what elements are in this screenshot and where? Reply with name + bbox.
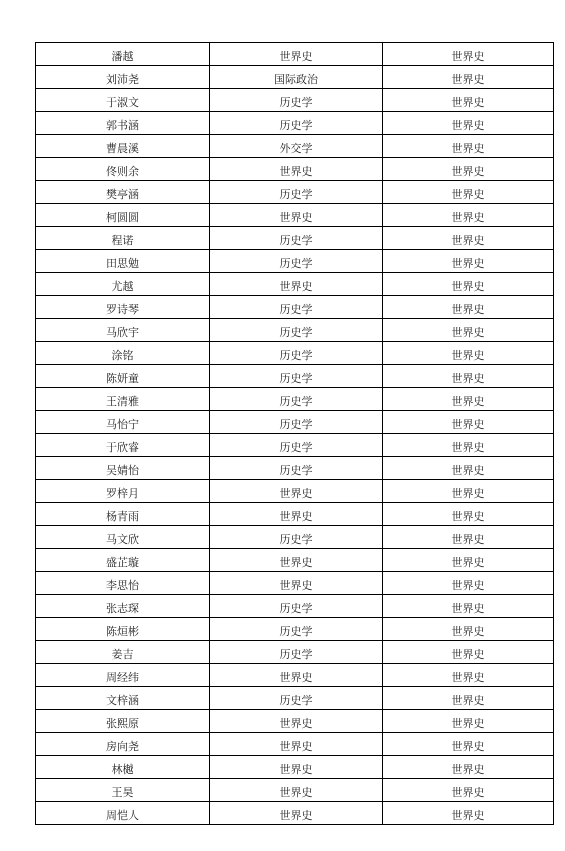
- cell-text: 世界史: [451, 464, 485, 477]
- cell-text: 世界史: [279, 740, 313, 753]
- student-name-cell: [36, 480, 210, 503]
- cell-text: 世界史: [279, 671, 313, 684]
- table-row: [36, 181, 554, 204]
- cell-text: 世界史: [451, 280, 485, 293]
- admitted-major-cell: [383, 595, 554, 618]
- table-row: [36, 158, 554, 181]
- undergraduate-major-cell: [210, 480, 383, 503]
- cell-text: 世界史: [451, 717, 485, 730]
- cell-text: 历史学: [279, 234, 313, 247]
- table-row: [36, 250, 554, 273]
- undergraduate-major-cell: [210, 181, 383, 204]
- cell-text: 程诺: [111, 234, 134, 247]
- table-row: [36, 273, 554, 296]
- cell-text: 马欣宇: [106, 326, 139, 339]
- undergraduate-major-cell: [210, 227, 383, 250]
- undergraduate-major-cell: [210, 733, 383, 756]
- cell-text: 世界史: [451, 349, 485, 362]
- cell-text: 历史学: [279, 648, 313, 661]
- cell-text: 世界史: [451, 303, 485, 316]
- admitted-major-cell: [383, 457, 554, 480]
- cell-text: 世界史: [451, 119, 485, 132]
- cell-text: 郭书涵: [106, 119, 139, 132]
- cell-text: 樊亭涵: [106, 188, 139, 201]
- table-row: [36, 710, 554, 733]
- cell-text: 国际政治: [274, 73, 318, 86]
- table-row: [36, 319, 554, 342]
- table-row: [36, 664, 554, 687]
- student-name-cell: [36, 273, 210, 296]
- undergraduate-major-cell: [210, 112, 383, 135]
- cell-text: 盛芷璇: [106, 556, 139, 569]
- table-row: [36, 89, 554, 112]
- cell-text: 罗诗琴: [106, 303, 139, 316]
- table-row: [36, 388, 554, 411]
- cell-text: 刘沛尧: [106, 73, 139, 86]
- cell-text: 世界史: [451, 188, 485, 201]
- table-row: [36, 296, 554, 319]
- table-row: [36, 503, 554, 526]
- cell-text: 杨青雨: [106, 510, 139, 523]
- student-name-cell: [36, 641, 210, 664]
- undergraduate-major-cell: [210, 296, 383, 319]
- cell-text: 姜吉: [111, 648, 134, 661]
- admitted-major-cell: [383, 434, 554, 457]
- cell-text: 世界史: [279, 717, 313, 730]
- cell-text: 世界史: [451, 142, 485, 155]
- undergraduate-major-cell: [210, 802, 383, 825]
- cell-text: 曹晨溪: [106, 142, 139, 155]
- cell-text: 林樾: [111, 763, 134, 776]
- undergraduate-major-cell: [210, 457, 383, 480]
- admitted-major-cell: [383, 204, 554, 227]
- admitted-major-cell: [383, 181, 554, 204]
- student-name-cell: [36, 296, 210, 319]
- undergraduate-major-cell: [210, 618, 383, 641]
- undergraduate-major-cell: [210, 549, 383, 572]
- cell-text: 历史学: [279, 326, 313, 339]
- cell-text: 世界史: [451, 602, 485, 615]
- student-name-cell: [36, 112, 210, 135]
- cell-text: 历史学: [279, 119, 313, 132]
- cell-text: 陈妍童: [106, 372, 139, 385]
- cell-text: 柯圆圆: [106, 211, 139, 224]
- cell-text: 田思勉: [106, 257, 139, 270]
- cell-text: 佟则余: [106, 165, 139, 178]
- table-row: [36, 227, 554, 250]
- admitted-major-cell: [383, 756, 554, 779]
- student-name-cell: [36, 135, 210, 158]
- admitted-major-cell: [383, 549, 554, 572]
- student-name-cell: [36, 158, 210, 181]
- cell-text: 世界史: [451, 556, 485, 569]
- student-name-cell: [36, 549, 210, 572]
- cell-text: 世界史: [451, 809, 485, 822]
- cell-text: 世界史: [279, 487, 313, 500]
- admitted-major-cell: [383, 135, 554, 158]
- student-name-cell: [36, 710, 210, 733]
- table-row: [36, 411, 554, 434]
- table-row: [36, 204, 554, 227]
- undergraduate-major-cell: [210, 687, 383, 710]
- cell-text: 王清雅: [106, 395, 139, 408]
- cell-text: 文梓涵: [106, 694, 139, 707]
- table-row: [36, 595, 554, 618]
- student-name-cell: [36, 733, 210, 756]
- cell-text: 尤越: [111, 280, 134, 293]
- cell-text: 世界史: [451, 234, 485, 247]
- table-row: [36, 135, 554, 158]
- undergraduate-major-cell: [210, 365, 383, 388]
- undergraduate-major-cell: [210, 66, 383, 89]
- student-name-cell: [36, 204, 210, 227]
- undergraduate-major-cell: [210, 158, 383, 181]
- cell-text: 王昊: [111, 786, 134, 799]
- cell-text: 潘越: [111, 50, 134, 63]
- cell-text: 世界史: [279, 211, 313, 224]
- table-body: [36, 43, 554, 825]
- table-row: [36, 756, 554, 779]
- student-name-cell: [36, 43, 210, 66]
- undergraduate-major-cell: [210, 641, 383, 664]
- cell-text: 历史学: [279, 533, 313, 546]
- cell-text: 世界史: [451, 73, 485, 86]
- undergraduate-major-cell: [210, 756, 383, 779]
- cell-text: 历史学: [279, 303, 313, 316]
- table-row: [36, 342, 554, 365]
- cell-text: 世界史: [279, 763, 313, 776]
- cell-text: 历史学: [279, 395, 313, 408]
- student-name-cell: [36, 503, 210, 526]
- cell-text: 世界史: [451, 257, 485, 270]
- student-name-cell: [36, 457, 210, 480]
- table-row: [36, 641, 554, 664]
- undergraduate-major-cell: [210, 526, 383, 549]
- cell-text: 历史学: [279, 188, 313, 201]
- student-name-cell: [36, 342, 210, 365]
- cell-text: 吴婧怡: [106, 464, 139, 477]
- admitted-major-cell: [383, 526, 554, 549]
- student-name-cell: [36, 756, 210, 779]
- undergraduate-major-cell: [210, 89, 383, 112]
- cell-text: 马怡宁: [106, 418, 139, 431]
- student-name-cell: [36, 365, 210, 388]
- cell-text: 世界史: [279, 809, 313, 822]
- cell-text: 历史学: [279, 349, 313, 362]
- admitted-major-cell: [383, 480, 554, 503]
- cell-text: 周经纬: [106, 671, 139, 684]
- admitted-major-cell: [383, 572, 554, 595]
- cell-text: 罗梓月: [106, 487, 139, 500]
- admitted-major-cell: [383, 319, 554, 342]
- admitted-major-cell: [383, 779, 554, 802]
- cell-text: 张志琛: [106, 602, 139, 615]
- student-name-cell: [36, 66, 210, 89]
- undergraduate-major-cell: [210, 319, 383, 342]
- student-name-cell: [36, 319, 210, 342]
- table-row: [36, 687, 554, 710]
- cell-text: 历史学: [279, 257, 313, 270]
- cell-text: 世界史: [279, 165, 313, 178]
- table-row: [36, 802, 554, 825]
- student-name-cell: [36, 595, 210, 618]
- admitted-major-cell: [383, 158, 554, 181]
- undergraduate-major-cell: [210, 273, 383, 296]
- student-name-cell: [36, 687, 210, 710]
- admitted-major-cell: [383, 112, 554, 135]
- table-row: [36, 618, 554, 641]
- cell-text: 房向尧: [106, 740, 139, 753]
- student-major-table: [35, 42, 554, 825]
- table-row: [36, 365, 554, 388]
- cell-text: 世界史: [451, 648, 485, 661]
- cell-text: 世界史: [451, 763, 485, 776]
- cell-text: 马文欣: [106, 533, 139, 546]
- cell-text: 陈烜彬: [106, 625, 139, 638]
- student-name-cell: [36, 572, 210, 595]
- undergraduate-major-cell: [210, 595, 383, 618]
- table-row: [36, 434, 554, 457]
- undergraduate-major-cell: [210, 710, 383, 733]
- cell-text: 世界史: [451, 441, 485, 454]
- table-row: [36, 779, 554, 802]
- cell-text: 世界史: [279, 556, 313, 569]
- admitted-major-cell: [383, 43, 554, 66]
- table-row: [36, 572, 554, 595]
- student-name-cell: [36, 434, 210, 457]
- table-row: [36, 526, 554, 549]
- cell-text: 于淑文: [106, 96, 139, 109]
- admitted-major-cell: [383, 503, 554, 526]
- cell-text: 李思怡: [106, 579, 139, 592]
- admitted-major-cell: [383, 388, 554, 411]
- student-name-cell: [36, 227, 210, 250]
- student-name-cell: [36, 779, 210, 802]
- admitted-major-cell: [383, 618, 554, 641]
- cell-text: 世界史: [279, 786, 313, 799]
- cell-text: 世界史: [279, 50, 313, 63]
- admitted-major-cell: [383, 273, 554, 296]
- undergraduate-major-cell: [210, 204, 383, 227]
- admitted-major-cell: [383, 411, 554, 434]
- cell-text: 世界史: [451, 50, 485, 63]
- cell-text: 世界史: [451, 786, 485, 799]
- student-name-cell: [36, 250, 210, 273]
- table-row: [36, 549, 554, 572]
- cell-text: 历史学: [279, 372, 313, 385]
- cell-text: 世界史: [451, 671, 485, 684]
- undergraduate-major-cell: [210, 43, 383, 66]
- student-table-sheet: [35, 42, 553, 825]
- admitted-major-cell: [383, 365, 554, 388]
- table-row: [36, 480, 554, 503]
- student-name-cell: [36, 526, 210, 549]
- admitted-major-cell: [383, 89, 554, 112]
- cell-text: 世界史: [451, 211, 485, 224]
- student-name-cell: [36, 802, 210, 825]
- cell-text: 世界史: [451, 372, 485, 385]
- undergraduate-major-cell: [210, 342, 383, 365]
- cell-text: 世界史: [451, 740, 485, 753]
- cell-text: 张熙原: [106, 717, 139, 730]
- table-row: [36, 66, 554, 89]
- cell-text: 外交学: [279, 142, 313, 155]
- admitted-major-cell: [383, 250, 554, 273]
- table-row: [36, 43, 554, 66]
- student-name-cell: [36, 411, 210, 434]
- cell-text: 世界史: [451, 579, 485, 592]
- admitted-major-cell: [383, 802, 554, 825]
- undergraduate-major-cell: [210, 388, 383, 411]
- table-row: [36, 457, 554, 480]
- admitted-major-cell: [383, 664, 554, 687]
- undergraduate-major-cell: [210, 411, 383, 434]
- undergraduate-major-cell: [210, 503, 383, 526]
- cell-text: 历史学: [279, 625, 313, 638]
- cell-text: 世界史: [279, 510, 313, 523]
- cell-text: 世界史: [279, 280, 313, 293]
- cell-text: 于欣睿: [106, 441, 139, 454]
- cell-text: 世界史: [451, 533, 485, 546]
- undergraduate-major-cell: [210, 664, 383, 687]
- cell-text: 周恺人: [106, 809, 139, 822]
- admitted-major-cell: [383, 733, 554, 756]
- cell-text: 历史学: [279, 464, 313, 477]
- student-name-cell: [36, 388, 210, 411]
- cell-text: 涂铭: [111, 349, 134, 362]
- admitted-major-cell: [383, 227, 554, 250]
- cell-text: 历史学: [279, 694, 313, 707]
- student-name-cell: [36, 89, 210, 112]
- undergraduate-major-cell: [210, 572, 383, 595]
- cell-text: 世界史: [279, 579, 313, 592]
- table-row: [36, 733, 554, 756]
- admitted-major-cell: [383, 687, 554, 710]
- cell-text: 历史学: [279, 441, 313, 454]
- admitted-major-cell: [383, 641, 554, 664]
- undergraduate-major-cell: [210, 434, 383, 457]
- cell-text: 世界史: [451, 625, 485, 638]
- cell-text: 世界史: [451, 694, 485, 707]
- admitted-major-cell: [383, 710, 554, 733]
- cell-text: 世界史: [451, 165, 485, 178]
- admitted-major-cell: [383, 342, 554, 365]
- cell-text: 历史学: [279, 418, 313, 431]
- cell-text: 世界史: [451, 395, 485, 408]
- undergraduate-major-cell: [210, 779, 383, 802]
- student-name-cell: [36, 181, 210, 204]
- cell-text: 世界史: [451, 487, 485, 500]
- cell-text: 世界史: [451, 510, 485, 523]
- cell-text: 世界史: [451, 326, 485, 339]
- table-row: [36, 112, 554, 135]
- admitted-major-cell: [383, 296, 554, 319]
- cell-text: 历史学: [279, 602, 313, 615]
- student-name-cell: [36, 618, 210, 641]
- cell-text: 世界史: [451, 418, 485, 431]
- admitted-major-cell: [383, 66, 554, 89]
- cell-text: 历史学: [279, 96, 313, 109]
- undergraduate-major-cell: [210, 135, 383, 158]
- student-name-cell: [36, 664, 210, 687]
- undergraduate-major-cell: [210, 250, 383, 273]
- cell-text: 世界史: [451, 96, 485, 109]
